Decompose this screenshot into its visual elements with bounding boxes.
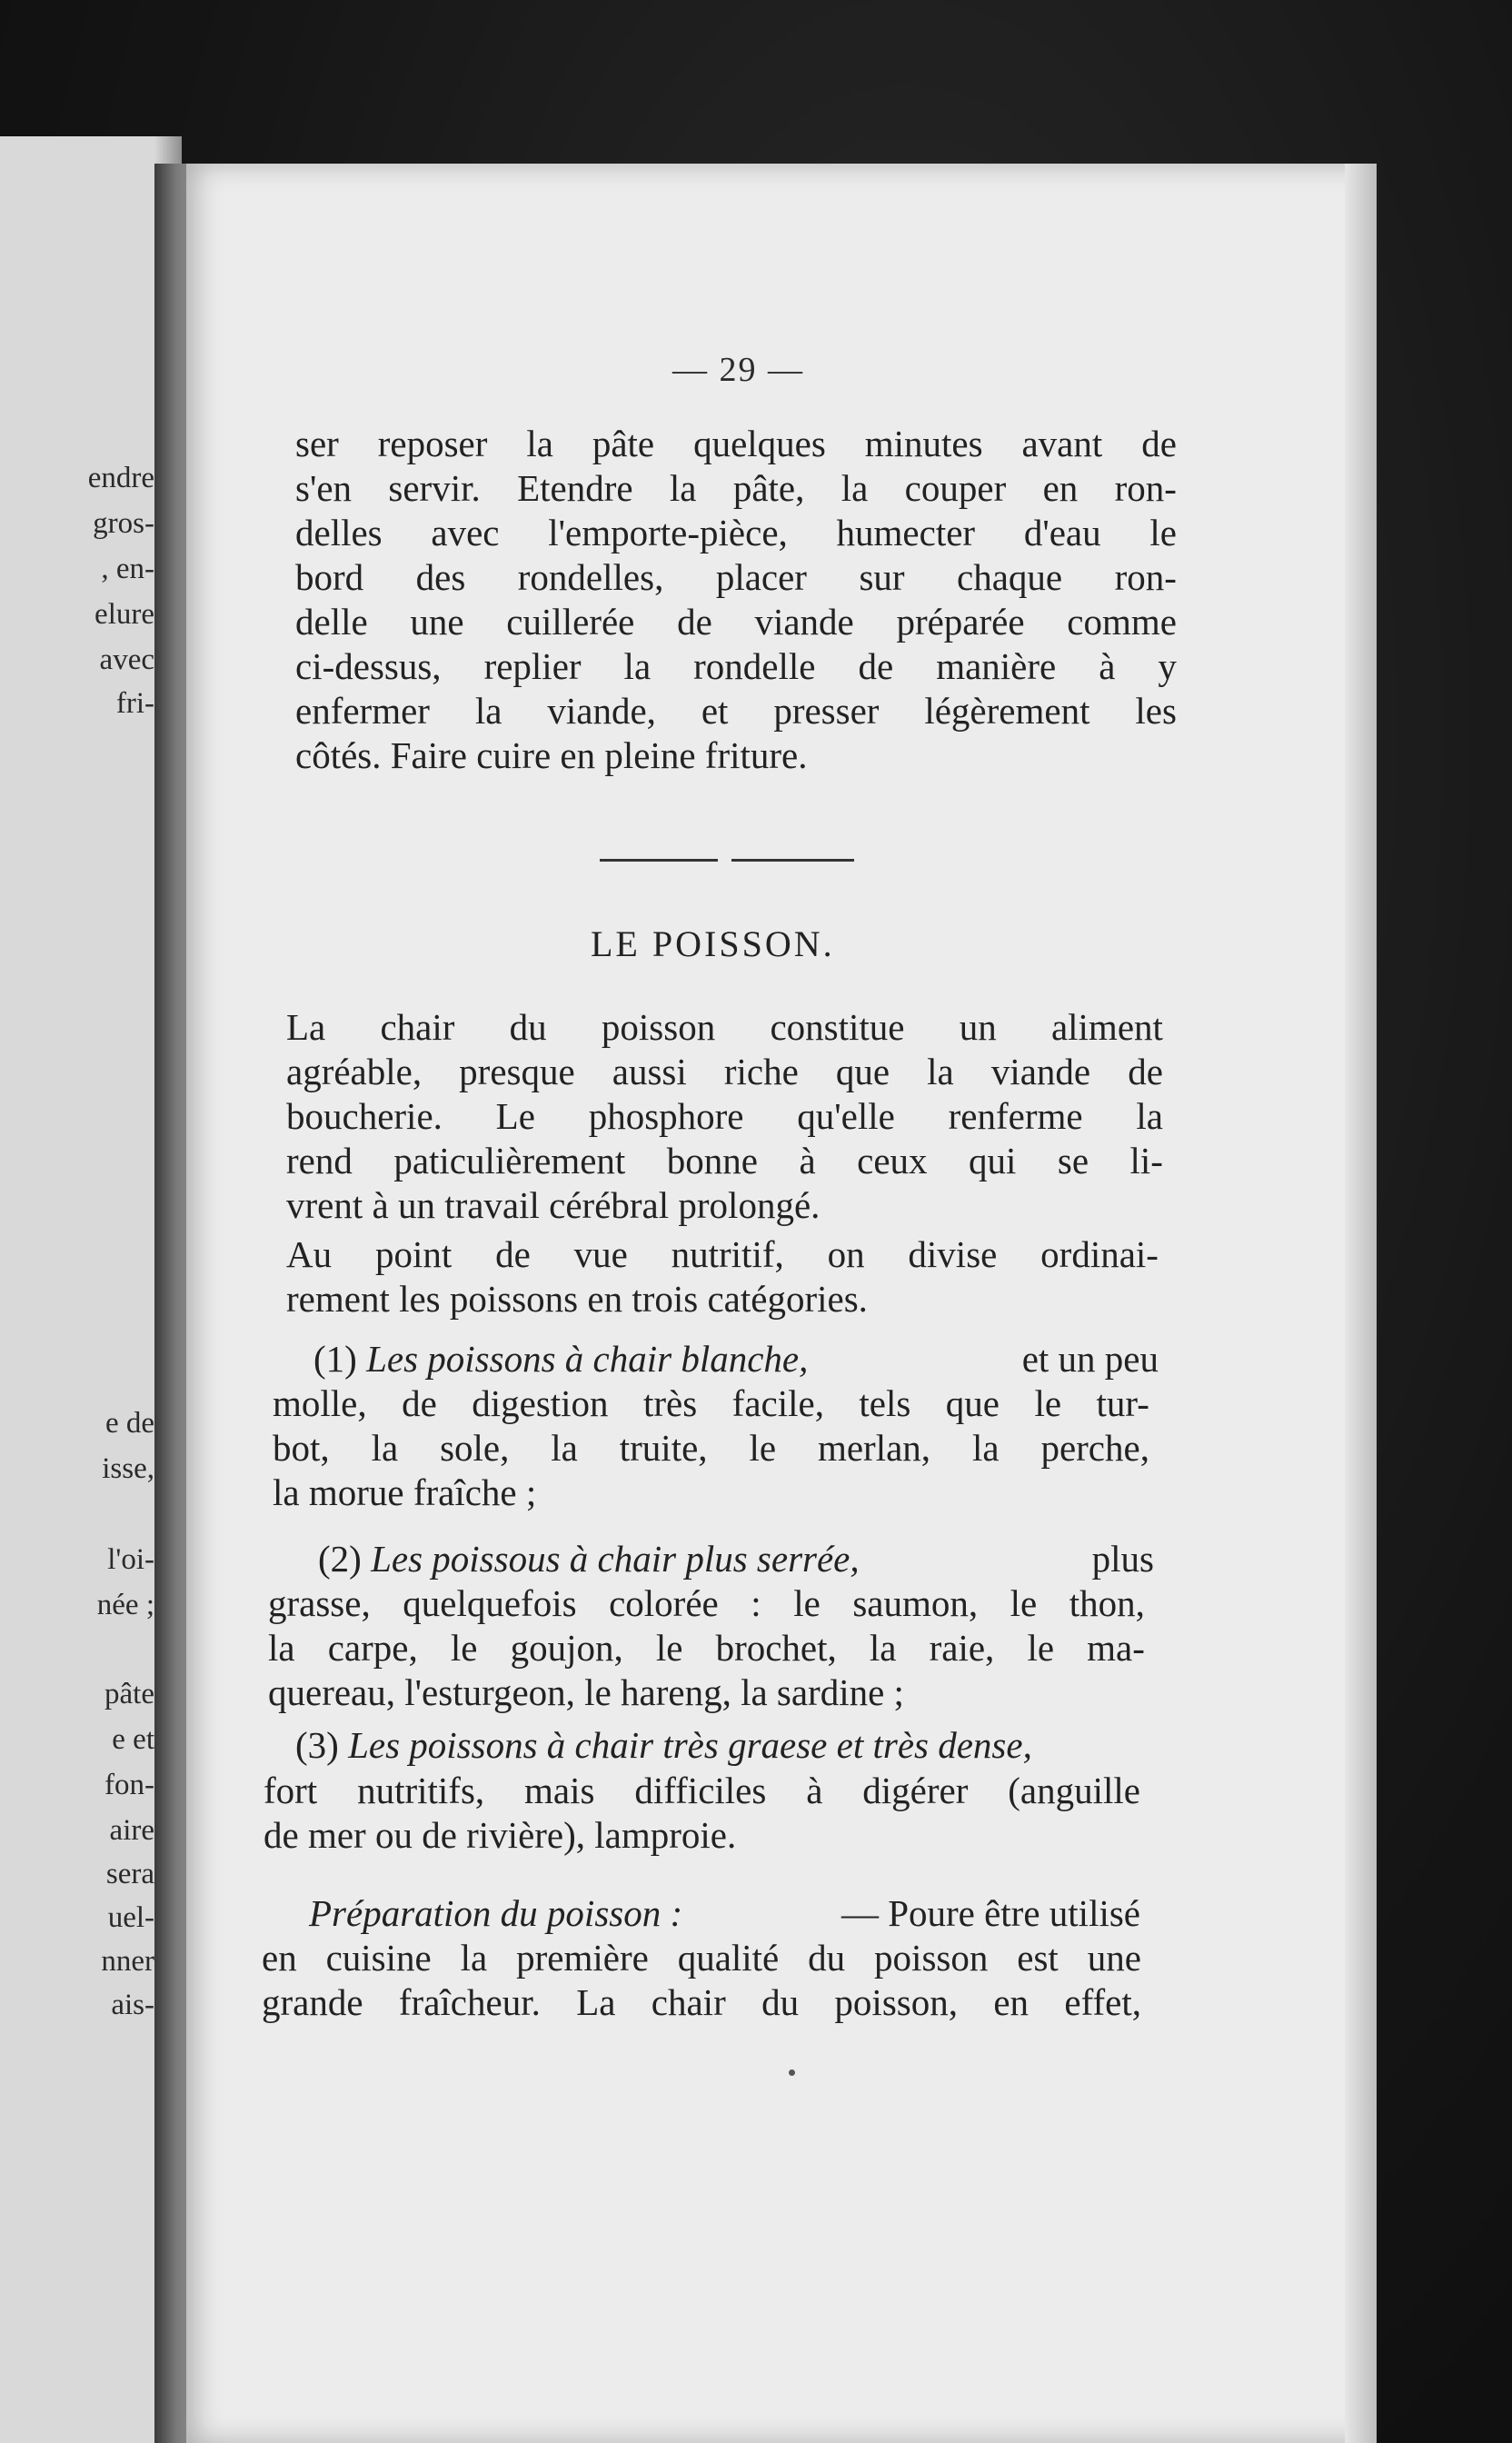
preparation-title: Préparation du poisson : — [309, 1892, 683, 1934]
divider-right — [731, 859, 854, 862]
section-heading: LE POISSON. — [591, 923, 835, 964]
intro-line: ser reposer la pâte quelques minutes avant de — [295, 423, 1177, 464]
left-page-fragment: avec — [99, 643, 154, 676]
left-page-fragment: fon- — [104, 1769, 154, 1801]
category-3-first-line — [295, 1724, 1032, 1766]
para1-line: boucherie. Le phosphore qu'elle renferme la — [286, 1095, 1163, 1137]
category-1-rest: et un peu — [1021, 1338, 1159, 1380]
preparation-line: en cuisine la première qualité du poisson est une — [262, 1937, 1141, 1979]
preparation-first-line — [309, 1892, 1140, 1934]
intro-line: s'en servir. Etendre la pâte, la couper en ron- — [295, 467, 1177, 509]
category-1-line: molle, de digestion très facile, tels que le tur- — [273, 1382, 1149, 1424]
left-page-fragment: fri- — [115, 687, 154, 720]
para1-line: agréable, presque aussi riche que la viande de — [286, 1051, 1163, 1092]
left-page-fragment: gros- — [93, 507, 154, 540]
divider-left — [600, 859, 718, 862]
category-2-line: grasse, quelquefois colorée : le saumon, le thon, — [268, 1582, 1145, 1624]
intro-line: delle une cuillerée de viande préparée comme — [295, 601, 1177, 643]
intro-line: delles avec l'emporte-pièce, humecter d'eau le — [295, 512, 1177, 553]
left-page-fragment: nner — [101, 1945, 154, 1978]
category-1-title: Les poissons à chair blanche, — [366, 1338, 809, 1380]
left-page-fragment: pâte — [104, 1678, 154, 1710]
ink-speck — [789, 2069, 795, 2076]
category-3-line: de mer ou de rivière), lamproie. — [264, 1814, 737, 1856]
page-number: — 29 — — [672, 351, 804, 389]
intro-line: côtés. Faire cuire en pleine friture. — [295, 734, 808, 776]
category-1-first-line — [313, 1338, 1159, 1380]
para1-line: rend paticulièrement bonne à ceux qui se li- — [286, 1140, 1163, 1182]
preparation-line: grande fraîcheur. La chair du poisson, en effet, — [262, 1981, 1141, 2023]
para1-line: vrent à un travail cérébral prolongé. — [286, 1184, 821, 1226]
intro-line: ci-dessus, replier la rondelle de manière à y — [295, 645, 1177, 687]
category-2-first-line — [318, 1538, 1154, 1580]
category-3-line: fort nutritifs, mais difficiles à digérer (anguille — [264, 1770, 1140, 1811]
left-page-fragment: , en- — [101, 553, 154, 585]
para1-line: La chair du poisson constitue un aliment — [286, 1006, 1163, 1048]
category-1-line: la morue fraîche ; — [273, 1471, 537, 1513]
category-3-number: (3) — [295, 1724, 339, 1766]
left-page-fragment: endre — [87, 462, 154, 494]
intro-line: enfermer la viande, et presser légèrement les — [295, 690, 1177, 732]
category-2-line: quereau, l'esturgeon, le hareng, la sardine ; — [268, 1671, 904, 1713]
intro-line: bord des rondelles, placer sur chaque ron- — [295, 556, 1177, 598]
left-page-fragment: ais- — [111, 1989, 154, 2021]
preparation-rest: — Poure être utilisé — [841, 1892, 1140, 1934]
left-page-fragment: l'oi- — [107, 1543, 154, 1576]
para2-line: rement les poissons en trois catégories. — [286, 1278, 868, 1320]
left-page-fragment: née ; — [96, 1589, 154, 1621]
left-page-fragment: sera — [105, 1858, 154, 1890]
category-2-line: la carpe, le goujon, le brochet, la raie, le ma- — [268, 1627, 1145, 1669]
left-page-fragment: e de — [104, 1407, 154, 1440]
left-page-fragment: elure — [94, 598, 154, 631]
category-1-line: bot, la sole, la truite, le merlan, la perche, — [273, 1427, 1149, 1469]
left-page-fragment: uel- — [107, 1901, 154, 1934]
left-page-fragment: aire — [109, 1814, 154, 1847]
category-2-rest: plus — [1091, 1538, 1154, 1580]
category-2-number: (2) — [318, 1538, 362, 1580]
para2-line: Au point de vue nutritif, on divise ordinai- — [286, 1233, 1159, 1275]
left-page-fragment: e et — [112, 1723, 154, 1756]
left-page-fragment: isse, — [102, 1452, 154, 1485]
category-1-number: (1) — [313, 1338, 357, 1380]
page-right-edge — [1345, 164, 1377, 2443]
category-3-title: Les poissons à chair très graese et très dense, — [348, 1724, 1032, 1766]
category-2-title: Les poissous à chair plus serrée, — [371, 1538, 860, 1580]
